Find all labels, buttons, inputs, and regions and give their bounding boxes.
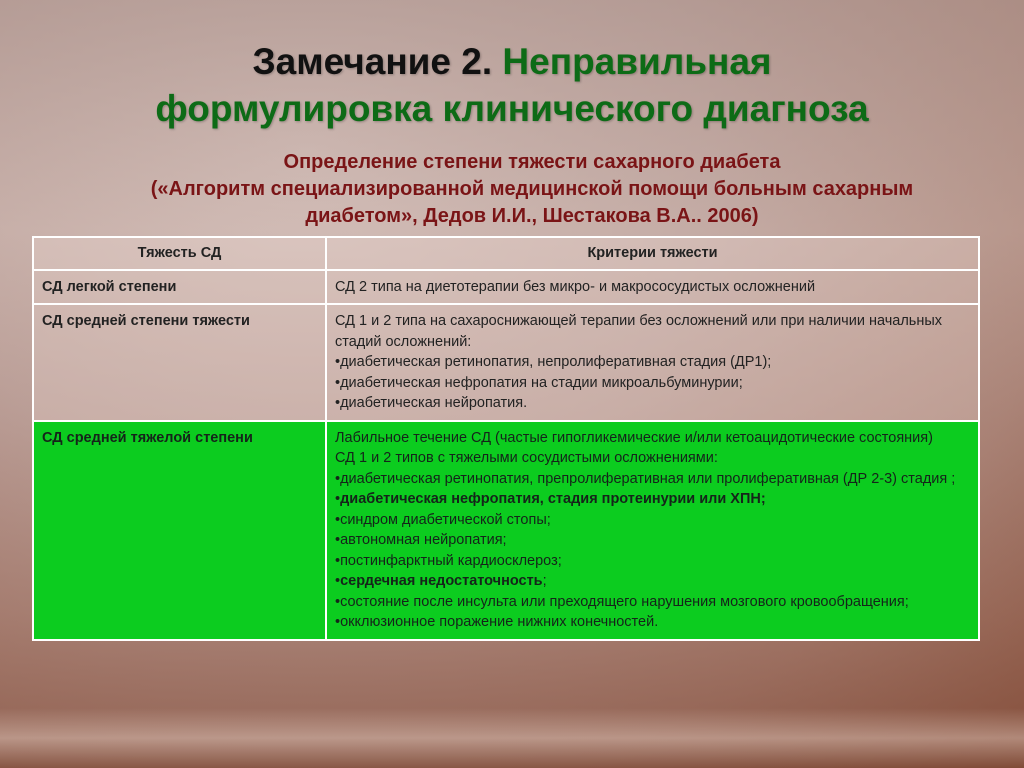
criteria-line: Лабильное течение СД (частые гипогликемические и/или кетоацидотические состояния) (335, 429, 933, 446)
row-mild-criteria (326, 270, 979, 305)
subtitle-line-1: Определение степени тяжести сахарного диабета (283, 151, 781, 173)
criteria-line (335, 571, 970, 592)
criteria-line: СД 1 и 2 типов с тяжелыми сосудистыми осложнениями: (335, 450, 718, 466)
criteria-emphasis: сердечная недостаточность (340, 573, 543, 589)
criteria-line: •диабетическая ретинопатия, непролиферативная стадия (ДР1); (335, 354, 772, 370)
criteria-emphasis: диабетическая нефропатия, стадия протеинурии или ХПН; (340, 491, 766, 507)
criteria-line: •состояние после инсульта или преходящего нарушения мозгового кровообращения; (335, 593, 909, 610)
criteria-line: СД 1 и 2 типа на сахароснижающей терапии без осложнений или при наличии начальных стадий осложнений: (335, 313, 943, 350)
row-moderate-criteria (326, 304, 979, 421)
header-severity: Тяжесть СД (33, 237, 326, 270)
table-row-mild (33, 270, 979, 305)
title-line-2: формулировка клинического диагноза (155, 88, 869, 129)
subtitle-line-2: («Алгоритм специализированной медицинской помощи больным сахарным (150, 178, 914, 200)
title-line-1 (0, 38, 1024, 85)
criteria-line (335, 489, 970, 510)
severity-table-container (32, 236, 980, 641)
table-header-row (33, 237, 979, 270)
background-horizon (0, 708, 1024, 768)
table-row-severe (33, 421, 979, 640)
criteria-line: •постинфарктный кардиосклероз; (335, 552, 562, 569)
criteria-line: •синдром диабетической стопы; (335, 511, 551, 528)
criteria-line: •диабетическая нефропатия на стадии микроальбуминурии; (335, 374, 743, 391)
severity-table (32, 236, 980, 641)
row-severe-criteria (326, 421, 979, 640)
row-mild-label: СД легкой степени (33, 270, 326, 305)
criteria-line: •окклюзионное поражение нижних конечностей. (335, 614, 659, 630)
criteria-line: •автономная нейропатия; (335, 532, 507, 548)
title-incorrect: Неправильная (502, 41, 772, 82)
slide-title (0, 38, 1024, 132)
title-remark: Замечание 2. (252, 41, 493, 82)
header-criteria: Критерии тяжести (326, 237, 979, 270)
row-severe-label: СД средней тяжелой степени (33, 421, 326, 640)
criteria-line: •диабетическая нейропатия. (335, 395, 528, 411)
criteria-punct: ; (542, 573, 547, 589)
subtitle-line-3: диабетом», Дедов И.И., Шестакова В.А.. 2006) (305, 205, 759, 227)
row-moderate-label: СД средней степени тяжести (33, 304, 326, 421)
bullet: • (335, 573, 341, 589)
slide-subtitle (60, 149, 1004, 230)
criteria-line: СД 2 типа на диетотерапии без микро- и макрососудистых осложнений (335, 278, 816, 295)
table-row-moderate (33, 304, 979, 421)
criteria-line: •диабетическая ретинопатия, препролиферативная или пролиферативная (ДР 2-3) стадия ; (335, 470, 956, 487)
bullet: • (335, 491, 341, 507)
